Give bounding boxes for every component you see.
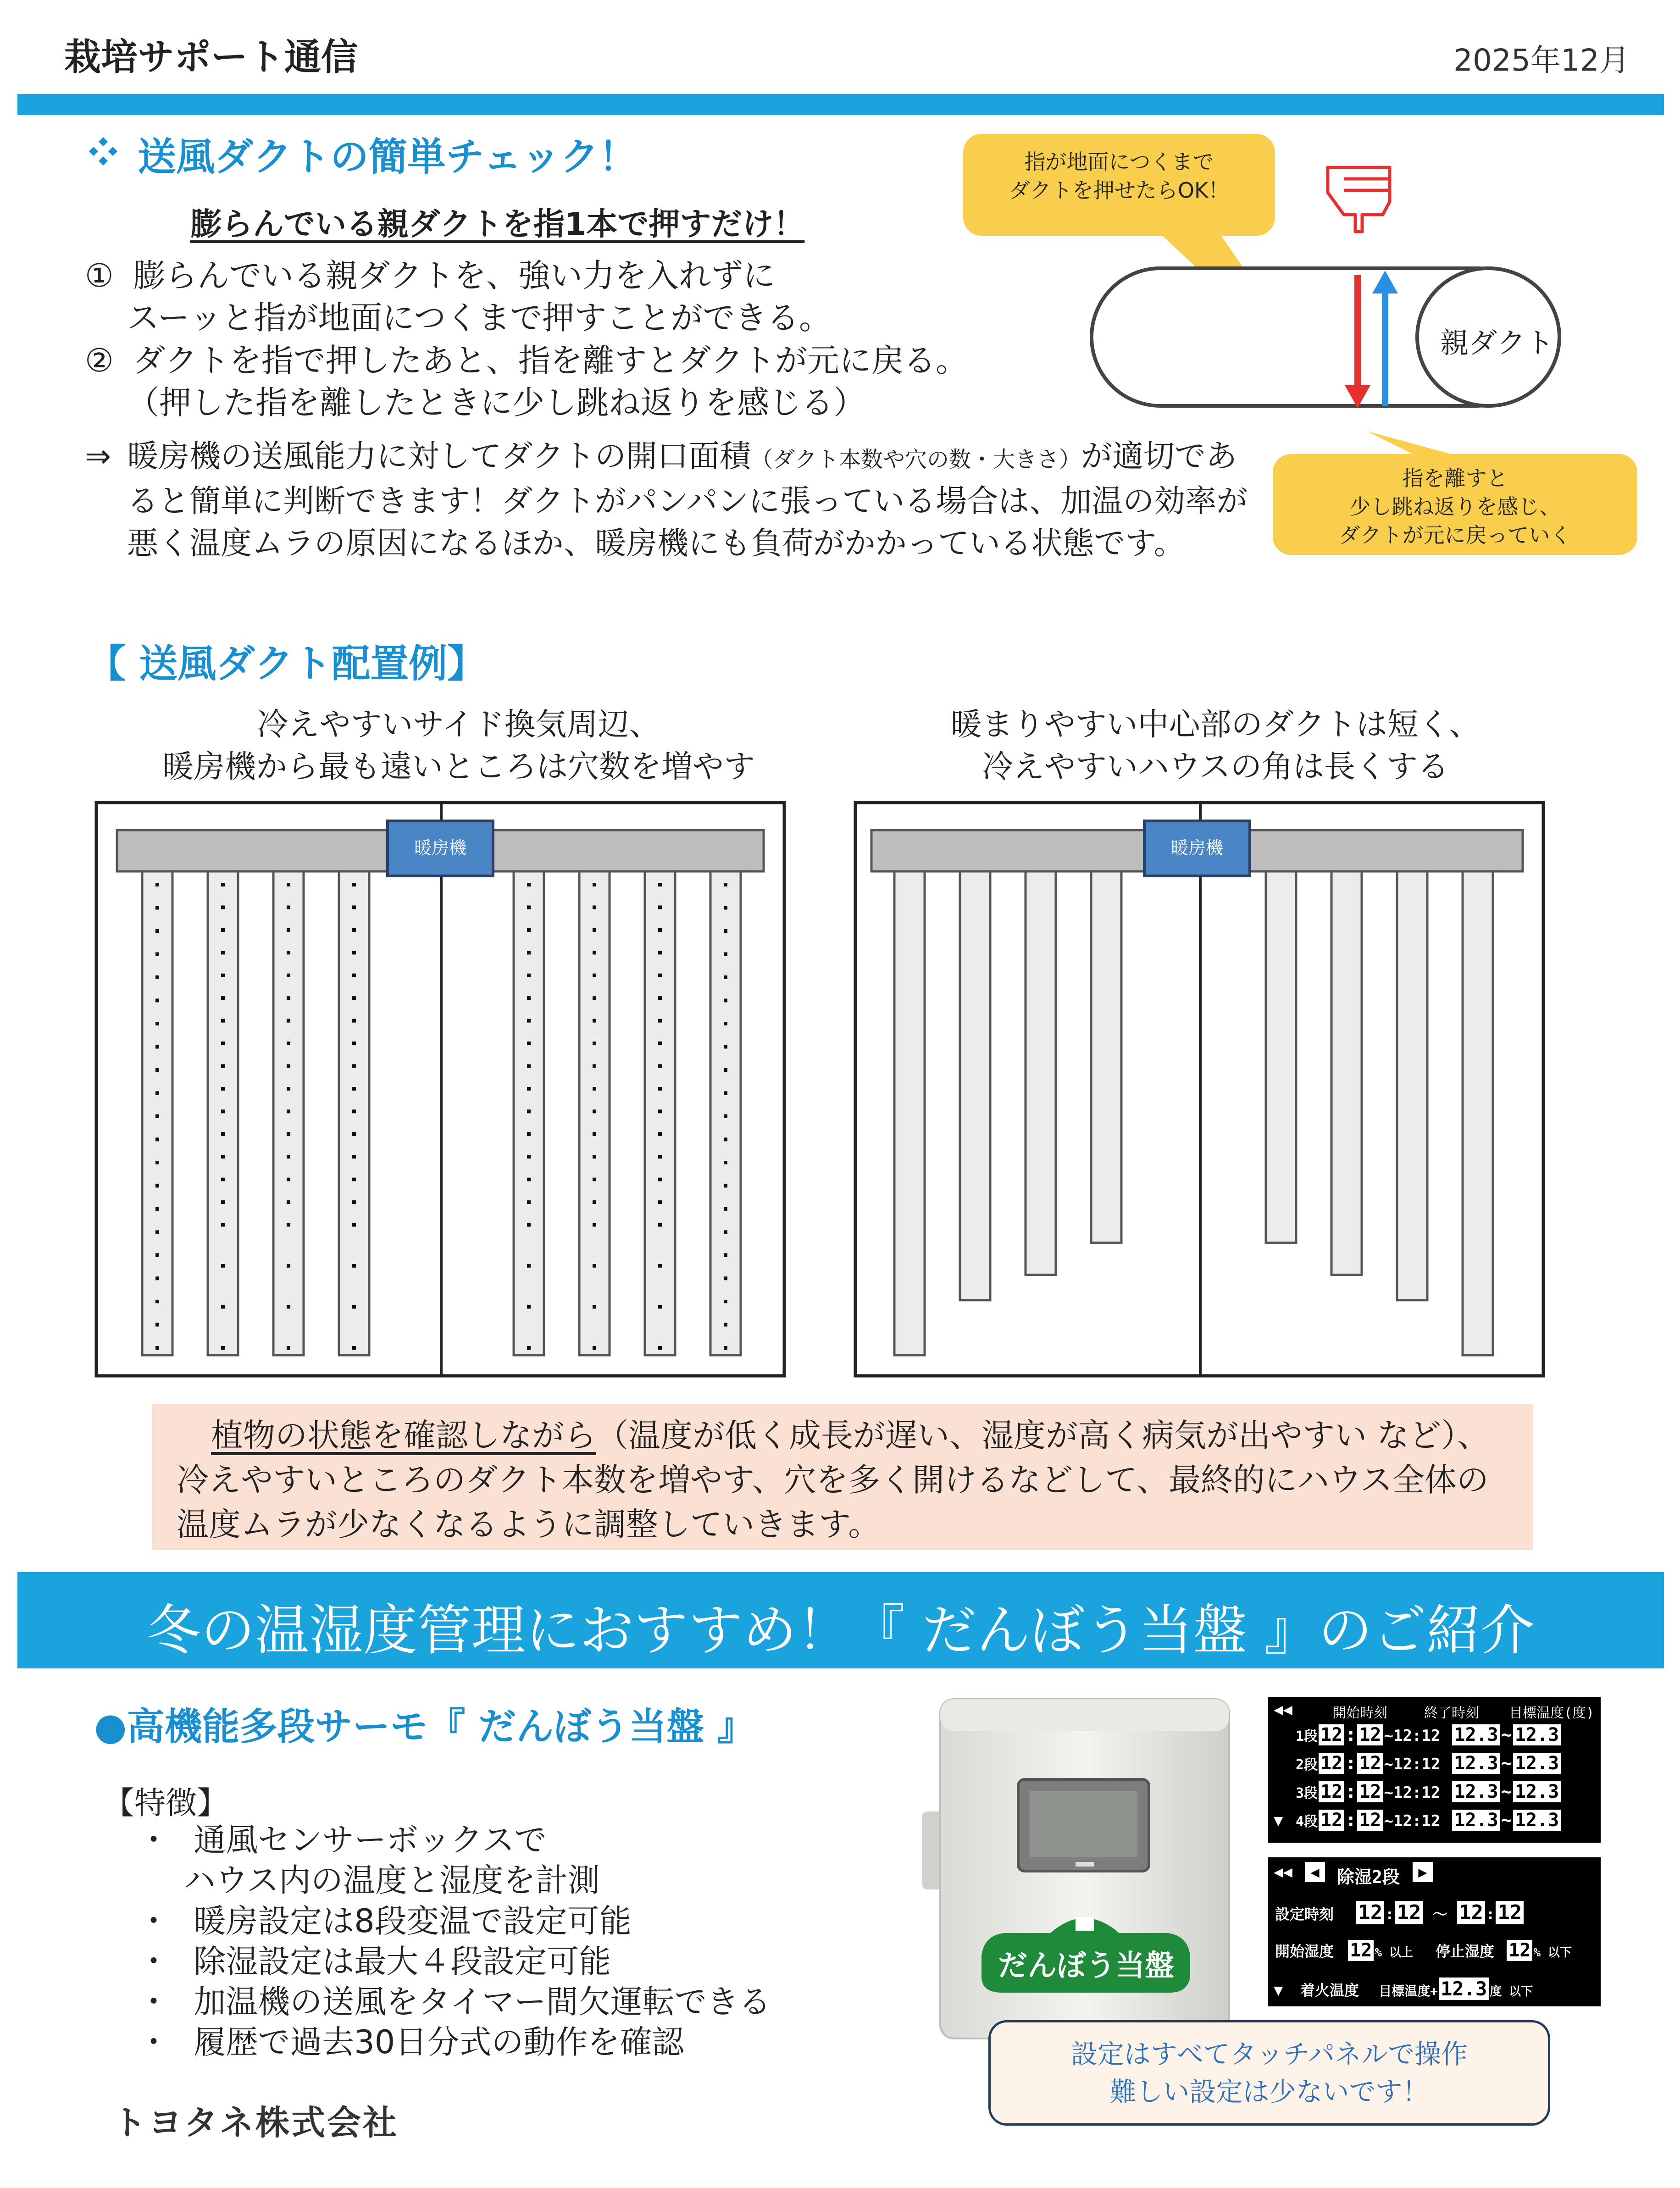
feature-item (138, 1820, 600, 1900)
diamond-bullet-icon (87, 135, 119, 167)
caption-line: 冷えやすいハウスの角は長くする (982, 749, 1449, 785)
panel-row-ignite[interactable]: 着火温度 目標温度+ 12.3 度 以下 (1300, 1978, 1533, 2000)
duct-hole (221, 996, 225, 1000)
feature-item (138, 1901, 632, 1941)
info-line: 設定はすべてタッチパネルで操作 (1070, 2038, 1468, 2070)
duct-hole (527, 883, 531, 886)
duct-hole (155, 1323, 159, 1327)
panel-row-time[interactable]: 設定時刻 12 : 12 ～ 12 : 12 (1275, 1901, 1525, 1924)
duct-hole (658, 1155, 662, 1158)
branch-duct (1091, 871, 1121, 1243)
duct-hole (593, 996, 596, 1000)
duct-hole (287, 1200, 290, 1204)
duct-hole (593, 1087, 596, 1091)
duct-hole (352, 1132, 356, 1136)
duct-hole (221, 1223, 225, 1227)
duct-hole (593, 1178, 596, 1181)
duct-hole (658, 1346, 662, 1350)
duct-hole (527, 928, 531, 932)
duct-hole (658, 1019, 662, 1023)
duct-hole (724, 906, 727, 910)
duct-hole (221, 1064, 225, 1068)
product-led (1076, 1862, 1094, 1867)
duct-hole (593, 1223, 596, 1227)
back-icon[interactable]: ◀◀ (1274, 1863, 1292, 1881)
features-heading: 【特徴】 (103, 1785, 228, 1822)
branch-duct (1266, 871, 1296, 1243)
next-icon[interactable]: ▶ (1413, 1862, 1433, 1882)
duct-hole (352, 1087, 356, 1091)
note-text: 暖房機の送風能力に対してダクトの開口面積 (127, 438, 751, 475)
duct-hole (221, 1155, 225, 1158)
duct-hole (724, 1045, 727, 1049)
branch-duct (579, 871, 610, 1355)
duct-hole (352, 1155, 356, 1158)
feature-item (138, 2022, 684, 2062)
duct-hole (287, 951, 290, 954)
duct-hole (593, 974, 596, 977)
duct-hole (658, 1223, 662, 1227)
section-title-duct-check: 送風ダクトの簡単チェック！ (138, 134, 638, 179)
layout-caption-right (848, 704, 1582, 788)
note-rest: （温度が低く成長が遅い、湿度が高く病気が出やすい など）、冷えやすいところのダクト本数を増やす、穴を多く開けるなどして、最終的にハウス全体の温度ムラが少なくなるように調整していきます。 (177, 1417, 1490, 1543)
duct-hole (724, 975, 727, 979)
duct-hole (593, 1019, 596, 1023)
branch-duct (645, 871, 675, 1355)
duct-hole (658, 1200, 662, 1204)
duct-hole (527, 951, 531, 954)
duct-hole (593, 1064, 596, 1068)
caption-line: 冷えやすいサイド換気周辺、 (257, 707, 660, 743)
bubble-line: 少し跳ね返りを感じ、 (1349, 494, 1561, 519)
duct-hole (221, 928, 225, 932)
duct-hole (724, 1346, 727, 1350)
duct-hole (527, 905, 531, 909)
branch-duct (208, 871, 238, 1355)
duct-hole (155, 1091, 159, 1095)
duct-hole (593, 1305, 596, 1309)
bubble-line: 指が地面につくまで (1024, 150, 1214, 174)
duct-hole (155, 975, 159, 979)
duct-hole (724, 1300, 727, 1303)
duct-hole (527, 1132, 531, 1136)
product-screen (1030, 1791, 1137, 1857)
feature-line: 履歴で過去30日分式の動作を確認 (194, 2023, 684, 2061)
duct-hole (155, 1346, 159, 1350)
duct-hole (593, 1200, 596, 1204)
duct-hole (724, 1091, 727, 1095)
duct-hole (724, 1323, 727, 1327)
bubble-line: ダクトが元に戻っていく (1339, 523, 1571, 548)
duct-hole (658, 974, 662, 977)
duct-hole (221, 905, 225, 909)
duct-hole (593, 1155, 596, 1158)
company-name: トヨタネ株式会社 (112, 2103, 399, 2143)
duct-hole (658, 1178, 662, 1181)
product-title: ●高機能多段サーモ『 だんぼう当盤 』 (94, 1705, 755, 1749)
branch-duct (1397, 871, 1427, 1300)
duct-hole (724, 1114, 727, 1118)
feature-item (138, 1941, 611, 1982)
bullet: ・ (138, 2023, 170, 2061)
duct-hole (724, 883, 727, 886)
scroll-down-icon[interactable]: ▼ (1274, 1811, 1283, 1830)
bullet: ・ (138, 1943, 170, 1980)
previous-icon[interactable]: ◀ (1305, 1862, 1325, 1882)
duct-hole (658, 1305, 662, 1309)
product-banner-text: 冬の温湿度管理におすすめ！『 だんぼう当盤 』のご紹介 (146, 1599, 1535, 1662)
branch-duct (142, 871, 172, 1355)
step-line: スーッと指が地面につくまで押すことができる。 (127, 299, 832, 337)
duct-hole (527, 1346, 531, 1350)
touch-panel-dehumidify (1268, 1857, 1601, 2006)
duct-hole (155, 1184, 159, 1188)
speech-bubble-release (1273, 454, 1637, 555)
duct-hole (287, 1264, 290, 1268)
duct-hole (658, 996, 662, 1000)
duct-hole (287, 974, 290, 977)
duct-hole (593, 1264, 596, 1268)
duct-hole (352, 1041, 356, 1045)
duct-hole (658, 928, 662, 932)
heater-label: 暖房機 (414, 838, 467, 858)
step-2 (85, 339, 968, 424)
duct-hole (221, 1019, 225, 1023)
duct-hole (724, 953, 727, 956)
section-subtitle: 膨らんでいる親ダクトを指1本で押すだけ！ (190, 206, 805, 243)
arrow-symbol: ⇒ (85, 438, 111, 475)
duct-hole (352, 951, 356, 954)
duct-hole (155, 929, 159, 933)
duct-hole (155, 1045, 159, 1049)
duct-hole (527, 1178, 531, 1181)
duct-hole (724, 1138, 727, 1141)
layout-caption-left (92, 704, 826, 788)
duct-hole (155, 1207, 159, 1211)
newsletter-title: 栽培サポート通信 (64, 36, 358, 78)
feature-line: 除湿設定は最大４段設定可能 (194, 1943, 611, 1980)
duct-hole (287, 1064, 290, 1068)
duct-hole (724, 999, 727, 1003)
section-title-duct-layout: 【 送風ダクト配置例】 (87, 641, 486, 686)
step-number: ① (85, 257, 114, 294)
duct-hole (658, 951, 662, 954)
bullet: ・ (138, 1983, 170, 2021)
duct-hole (221, 1200, 225, 1204)
duct-hole (287, 928, 290, 932)
duct-layout-diagram-lengths (851, 798, 1548, 1385)
duct-hole (155, 1230, 159, 1234)
duct-hole (352, 1178, 356, 1181)
duct-hole (593, 951, 596, 954)
duct-hole (221, 1109, 225, 1113)
duct-hole (527, 1041, 531, 1045)
duct-hole (527, 1223, 531, 1227)
duct-hole (352, 1064, 356, 1068)
duct-hole (658, 1087, 662, 1091)
duct-hole (155, 1114, 159, 1118)
duct-hole (352, 1019, 356, 1023)
duct-hole (527, 996, 531, 1000)
branch-duct (514, 871, 544, 1355)
duct-hole (527, 1064, 531, 1068)
duct-hole (527, 1264, 531, 1268)
duct-hole (724, 1277, 727, 1280)
panel-row[interactable]: 2段 12 : 12 ~12:12 12.3 ~ 12.3 (1296, 1753, 1562, 1774)
panel-row[interactable]: 1段 12 : 12 ~12:12 12.3 ~ 12.3 (1296, 1724, 1562, 1745)
duct-hole (593, 905, 596, 909)
duct-hole (352, 883, 356, 886)
duct-hole (155, 1161, 159, 1164)
duct-hole (221, 1264, 225, 1268)
bubble-line: ダクトを押せたらOK！ (1009, 178, 1230, 203)
duct-hole (352, 928, 356, 932)
duct-hole (724, 929, 727, 933)
step-number: ② (85, 342, 114, 379)
panel-col-header: 終了時刻 (1424, 1705, 1479, 1721)
duct-hole (352, 974, 356, 977)
duct-hole (527, 974, 531, 977)
duct-hole (287, 883, 290, 886)
adjustment-note-text (177, 1413, 1516, 1547)
caption-line: 暖まりやすい中心部のダクトは短く、 (950, 707, 1480, 743)
feature-line: 加温機の送風をタイマー間欠運転できる (194, 1983, 771, 2021)
back-icon[interactable]: ◀◀ (1274, 1701, 1292, 1719)
duct-hole (527, 1109, 531, 1113)
duct-hole (221, 1132, 225, 1136)
product-logo-mark (1076, 1917, 1094, 1931)
duct-hole (155, 999, 159, 1003)
note-underlined: 植物の状態を確認しながら (211, 1417, 596, 1454)
branch-duct (1026, 871, 1056, 1275)
duct-hole (527, 1155, 531, 1158)
duct-hole (221, 1305, 225, 1309)
duct-hole (527, 1087, 531, 1091)
pointing-hand-icon (1328, 167, 1390, 232)
duct-hole (527, 1200, 531, 1204)
duct-hole (155, 1300, 159, 1303)
duct-hole (527, 1019, 531, 1023)
branch-duct (339, 871, 369, 1355)
touch-panel-info (988, 2020, 1550, 2126)
duct-hole (287, 1346, 290, 1350)
duct-hole (221, 1178, 225, 1181)
duct-hole (221, 1041, 225, 1045)
duct-hole (287, 1155, 290, 1158)
product-lid (940, 1699, 1229, 1731)
bubble-line: 指を離すと (1402, 466, 1508, 491)
touch-panel-heating-schedule (1268, 1697, 1601, 1843)
caption-line: 暖房機から最も遠いところは穴数を増やす (162, 749, 755, 785)
feature-item (138, 1982, 771, 2022)
duct-hole (352, 905, 356, 909)
note-small-text: （ダクト本数や穴の数・大きさ） (751, 447, 1081, 472)
bullet: ・ (138, 1821, 170, 1859)
duct-hole (593, 1132, 596, 1136)
panel-col-header: 開始時刻 (1332, 1705, 1387, 1721)
note-text: が適切であると簡単に判断できます！ダクトがパンパンに張っている場合は、加温の効率が悪く温度ムラの原因になるほか、暖房機にも負荷がかかっている状態です。 (127, 438, 1248, 562)
feature-line: 暖房設定は8段変温で設定可能 (194, 1902, 632, 1940)
duct-hole (155, 883, 159, 886)
step-line: （押した指を離したときに少し跳ね返りを感じる） (127, 384, 865, 421)
duct-hole (287, 1087, 290, 1091)
duct-hole (287, 1041, 290, 1045)
duct-hole (658, 1064, 662, 1068)
duct-hole (724, 1184, 727, 1188)
branch-duct (960, 871, 990, 1300)
duct-hole (658, 1132, 662, 1136)
parent-duct-label: 親ダクト (1440, 326, 1554, 360)
header-divider (17, 94, 1664, 115)
duct-hole (724, 1022, 727, 1025)
duct-hole (724, 1230, 727, 1234)
scroll-down-icon[interactable]: ▼ (1274, 1981, 1283, 2000)
duct-layout-diagram-holes (92, 798, 789, 1385)
step-line: ダクトを指で押したあと、指を離すとダクトが元に戻る。 (133, 342, 968, 379)
duct-hole (527, 1305, 531, 1309)
duct-hole (724, 1161, 727, 1164)
branch-duct (894, 871, 925, 1355)
duct-hole (658, 1109, 662, 1113)
step-line: 膨らんでいる親ダクトを、強い力を入れずに (133, 257, 776, 294)
duct-hole (352, 1346, 356, 1350)
product-photo (913, 1692, 1243, 2050)
panel-title: 除湿2段 (1337, 1867, 1400, 1887)
duct-hole (724, 1253, 727, 1257)
branch-duct (1463, 871, 1493, 1355)
branch-duct (1331, 871, 1362, 1275)
duct-hole (155, 1277, 159, 1280)
heater-label: 暖房機 (1170, 838, 1224, 858)
duct-hole (221, 974, 225, 977)
duct-hole (287, 905, 290, 909)
duct-hole (724, 1207, 727, 1211)
duct-hole (155, 1022, 159, 1025)
duct-hole (352, 1264, 356, 1268)
step-1 (85, 255, 831, 339)
feature-line: 通風センサーボックスで (194, 1821, 547, 1859)
duct-hole (593, 1346, 596, 1350)
duct-hole (221, 1346, 225, 1350)
duct-hole (287, 1132, 290, 1136)
duct-press-diagram (963, 138, 1651, 459)
branch-duct (273, 871, 304, 1355)
duct-hole (155, 906, 159, 910)
duct-hole (593, 883, 596, 886)
duct-hole (352, 1223, 356, 1227)
duct-hole (352, 996, 356, 1000)
duct-hole (724, 1068, 727, 1072)
duct-hole (658, 883, 662, 886)
duct-hole (155, 1068, 159, 1072)
duct-hole (287, 1223, 290, 1227)
duct-hole (593, 1041, 596, 1045)
duct-hole (658, 1264, 662, 1268)
newsletter-date: 2025年12月 (1453, 43, 1630, 78)
duct-hole (221, 951, 225, 954)
duct-hole (352, 1305, 356, 1309)
duct-hole (593, 1109, 596, 1113)
bullet: ・ (138, 1902, 170, 1940)
duct-hole (352, 1200, 356, 1204)
panel-row[interactable]: 4段 12 : 12 ~12:12 12.3 ~ 12.3 (1296, 1810, 1562, 1831)
duct-hole (287, 996, 290, 1000)
feature-line: ハウス内の温度と湿度を計測 (183, 1861, 600, 1899)
branch-duct (710, 871, 741, 1355)
duct-hole (658, 1041, 662, 1045)
duct-hole (287, 1019, 290, 1023)
duct-hole (155, 1138, 159, 1141)
duct-hole (221, 883, 225, 886)
panel-row[interactable]: 3段 12 : 12 ~12:12 12.3 ~ 12.3 (1296, 1781, 1562, 1802)
duct-hole (155, 1253, 159, 1257)
duct-hole (658, 905, 662, 909)
duct-hole (287, 1305, 290, 1309)
product-logo-text: だんぼう当盤 (998, 1949, 1174, 1983)
duct-hole (352, 1109, 356, 1113)
panel-col-header: 目標温度(度) (1509, 1705, 1595, 1721)
duct-hole (221, 1087, 225, 1091)
panel-row-humidity[interactable]: 開始湿度 12 % 以上 停止湿度 12 % 以下 (1275, 1940, 1572, 1961)
duct-hole (287, 1109, 290, 1113)
info-line: 難しい設定は少ないです！ (1109, 2076, 1429, 2107)
duct-hole (287, 1178, 290, 1181)
duct-hole (593, 928, 596, 932)
duct-hole (155, 953, 159, 956)
